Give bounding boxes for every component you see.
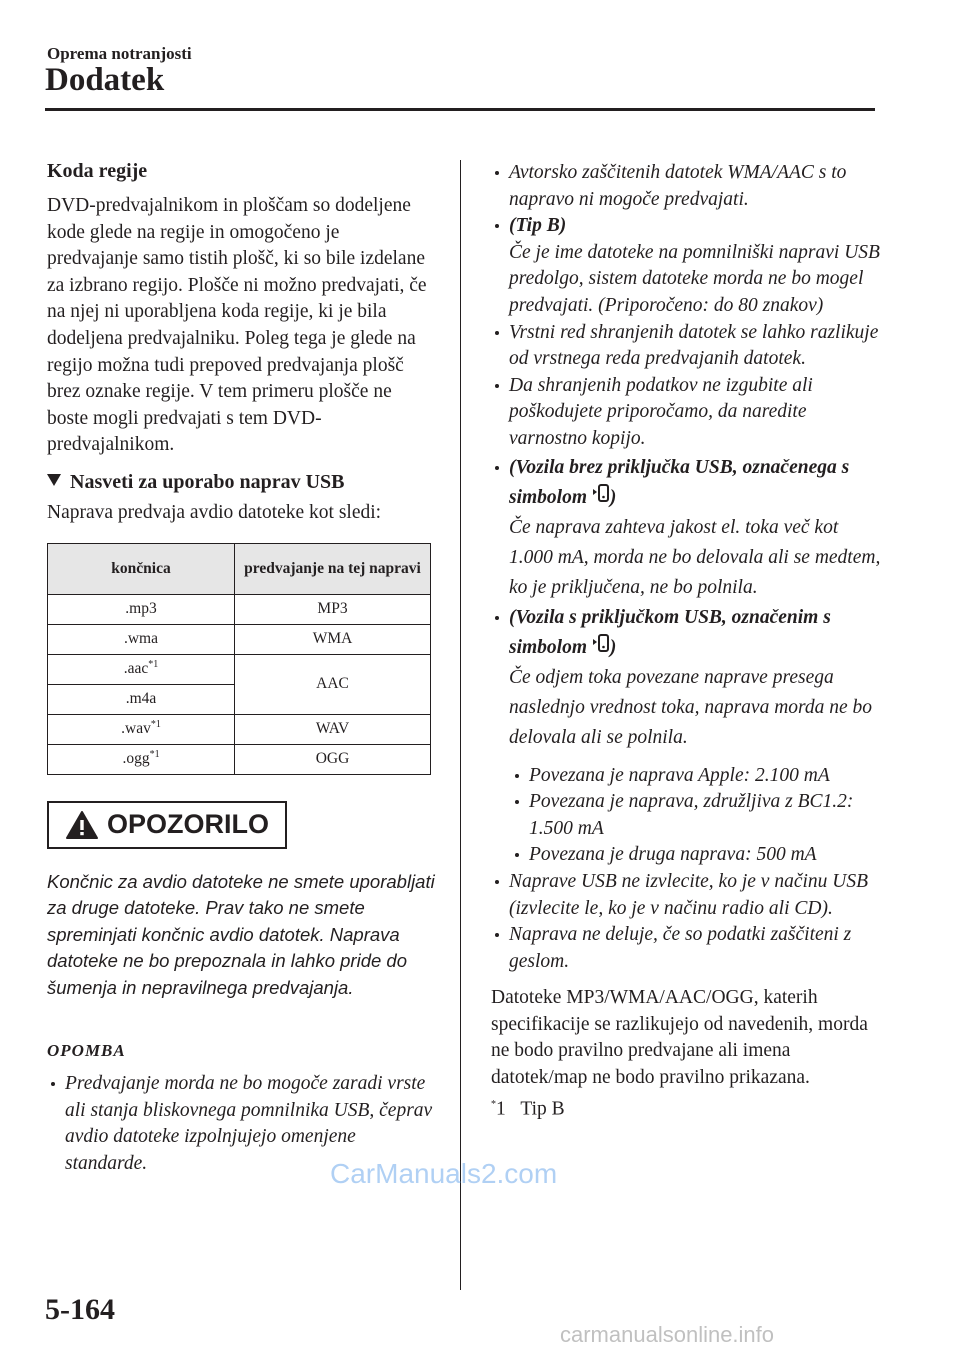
- list-item: Naprave USB ne izvlecite, ko je v načinu USB (izvlecite le, ko je v načinu radio ali CD).: [491, 869, 881, 922]
- page-number: 5-164: [45, 1293, 115, 1326]
- file-extension-table: [47, 543, 431, 775]
- left-column: [47, 160, 435, 1177]
- warning-triangle-icon: [65, 810, 99, 840]
- list-item: Da shranjenih podatkov ne izgubite ali poškodujete priporočamo, da naredite varnostno kopijo.: [491, 373, 881, 453]
- bullet-dot-icon: [495, 466, 499, 470]
- table-row: [48, 594, 431, 624]
- bullet-dot-icon: [495, 171, 499, 175]
- list-item: Avtorsko zaščitenih datotek WMA/AAC s to napravo ni mogoče predvajati.: [491, 160, 881, 213]
- watermark-footer: carmanualsonline.info: [560, 1322, 775, 1347]
- sub-list-item: Povezana je naprava Apple: 2.100 mA: [491, 763, 881, 790]
- list-item: (Vozila s priključkom USB, označenim s simbolom ) Če odjem toka povezane naprave presega naslednjo vrednost toka, naprava morda ne bo delovala ali se polnila.: [491, 603, 881, 753]
- right-column: [491, 160, 881, 1123]
- sub-list-item: Povezana je naprava, združljiva z BC1.2: 1.500 mA: [491, 789, 881, 842]
- warning-text: Končnic za avdio datoteke ne smete uporabljati za druge datoteke. Prav tako ne smete spreminjati končnic avdio datotek. Naprava datoteke ne bo prepoznala in lahko pride do šumenja in nepravilnega predvajanja.: [47, 870, 435, 998]
- warning-label: OPOZORILO: [107, 809, 269, 840]
- table-header-row: [48, 543, 431, 594]
- table-cell-ext: .wav$^{*1}$: [48, 714, 235, 744]
- usb-power-icon: [592, 483, 610, 505]
- table-cell-format: OGG: [235, 744, 431, 774]
- bullet-dot-icon: [495, 933, 499, 937]
- table-cell-format: WMA: [235, 624, 431, 654]
- usb-tips-heading: [47, 471, 435, 494]
- note-title: OPOMBA: [47, 1041, 126, 1061]
- bullet-dot-icon: [515, 853, 519, 857]
- table-row: [48, 744, 431, 774]
- table-cell-ext: .m4a: [48, 684, 235, 714]
- footnote: *1 Tip B: [491, 1098, 565, 1120]
- table-row: [48, 654, 431, 684]
- table-header-playback: predvajanje na tej napravi: [235, 543, 431, 594]
- section-label: Oprema notranjosti: [47, 44, 192, 63]
- bullet-dot-icon: [495, 880, 499, 884]
- usb-tips-heading-text: Nasveti za uporabo naprav USB: [70, 470, 345, 493]
- closing-text: Datoteke MP3/WMA/AAC/OGG, katerih specifikacije se razlikujejo od navedenih, morda ne bodo pravilno predvajane ali imena datotek/map ne bodo pravilno prikazana.: [491, 987, 868, 1089]
- bullet-dot-icon: [495, 616, 499, 620]
- bullet-dot-icon: [51, 1082, 55, 1086]
- table-cell-format: MP3: [235, 594, 431, 624]
- table-cell-ext: .ogg$^{*1}$: [48, 744, 235, 774]
- bullet-dot-icon: [515, 800, 519, 804]
- table-cell-format: WAV: [235, 714, 431, 744]
- table-row: [48, 714, 431, 744]
- note-bullet: Predvajanje morda ne bo mogoče zaradi vrste ali stanja bliskovnega pomnilnika USB, čeprav avdio datoteke izpolnjujejo omenjene standarde.: [47, 1071, 435, 1177]
- table-header-extension: končnica: [48, 543, 235, 594]
- list-item: Vrstni red shranjenih datotek se lahko razlikuje od vrstnega reda predvajanih datotek.: [491, 320, 881, 373]
- list-item: Naprava ne deluje, če so podatki zaščiteni z geslom.: [491, 922, 881, 975]
- usb-power-icon: [592, 633, 610, 655]
- column-divider: [460, 160, 461, 1290]
- triangle-marker-icon: [47, 474, 61, 486]
- sub-list-item: Povezana je druga naprava: 500 mA: [491, 842, 881, 869]
- table-cell-ext: .aac$^{*1}$: [48, 654, 235, 684]
- page-title: Dodatek: [45, 62, 165, 98]
- table-row: [48, 624, 431, 654]
- bullet-dot-icon: [495, 331, 499, 335]
- usb-intro-text: Naprava predvaja avdio datoteke kot sledi:: [47, 501, 382, 523]
- region-code-heading: Koda regije: [47, 160, 148, 182]
- watermark: CarManuals2.com: [330, 1158, 558, 1189]
- table-cell-ext: .mp3: [48, 594, 235, 624]
- warning-box: [47, 801, 287, 849]
- table-cell-ext: .wma: [48, 624, 235, 654]
- table-cell-format: AAC: [235, 654, 431, 714]
- region-code-text: DVD-predvajalnikom in ploščam so dodeljene kode glede na regije in omogočeno je predvajanje samo tistih plošč, ki so bile izdelane za izbrano regijo. Plošče ni možno predvajati, če na njej ni uporabljena koda regije, ki je bila dodeljena predvajalniku. Poleg tega je glede na regijo možna tudi prepoved predvajanja plošč brez oznake regije. V tem primeru plošče ne boste mogli predvajati s tem DVD-predvajalnikom.: [47, 195, 427, 456]
- list-item: (Vozila brez priključka USB, označenega s simbolom ) Če naprava zahteva jakost el. toka več kot 1.000 mA, morda ne bo delovala ali se medtem, ko je priključena, ne bo polnila.: [491, 453, 881, 603]
- bullet-dot-icon: [495, 224, 499, 228]
- list-item: (Tip B) Če je ime datoteke na pomnilniški napravi USB predolgo, sistem datoteke morda ne bo mogel predvajati. (Priporočeno: do 80 znakov): [491, 213, 881, 319]
- bullet-dot-icon: [495, 384, 499, 388]
- bullet-dot-icon: [515, 774, 519, 778]
- title-rule: [45, 108, 875, 111]
